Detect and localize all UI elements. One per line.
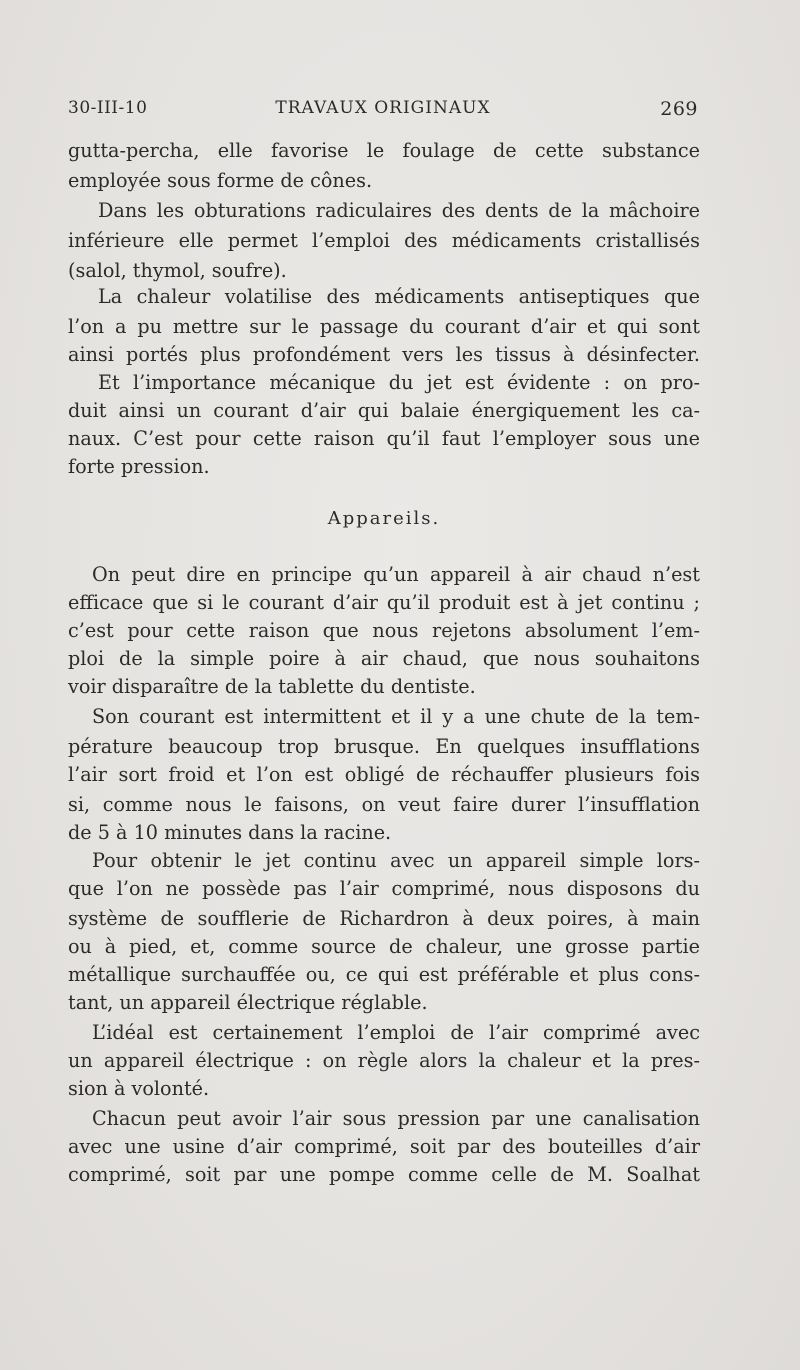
text-line: tant, un appareil électrique réglable.: [68, 991, 428, 1014]
text-line: si, comme nous le faisons, on veut faire durer l’insufflation: [68, 793, 700, 816]
section-heading: Appareils.: [327, 508, 441, 529]
text-line: naux. C’est pour cette raison qu’il faut l’employer sous une: [68, 427, 700, 450]
text-line: ou à pied, et, comme source de chaleur, une grosse partie: [68, 935, 700, 958]
text-line: Pour obtenir le jet continu avec un appareil simple lors-: [92, 849, 700, 872]
text-line: l’on a pu mettre sur le passage du courant d’air et qui sont: [68, 315, 700, 338]
text-line: Chacun peut avoir l’air sous pression par une canalisation: [92, 1107, 700, 1130]
text-line: ploi de la simple poire à air chaud, que nous souhaitons: [68, 647, 700, 670]
text-line: gutta-percha, elle favorise le foulage de cette substance: [68, 139, 700, 162]
running-head: [68, 98, 698, 128]
text-line: que l’on ne possède pas l’air comprimé, nous disposons du: [68, 877, 700, 900]
text-line: inférieure elle permet l’emploi des médicaments cristallisés: [68, 229, 700, 252]
text-line: L’idéal est certainement l’emploi de l’air comprimé avec: [92, 1021, 700, 1044]
text-line: duit ainsi un courant d’air qui balaie énergiquement les ca-: [68, 399, 700, 422]
text-line: l’air sort froid et l’on est obligé de réchauffer plusieurs fois: [68, 763, 700, 786]
page-number: 269: [660, 98, 698, 120]
text-line: Dans les obturations radiculaires des dents de la mâchoire: [98, 199, 700, 222]
text-line: efficace que si le courant d’air qu’il produit est à jet continu ;: [68, 591, 700, 614]
text-line: avec une usine d’air comprimé, soit par des bouteilles d’air: [68, 1135, 700, 1158]
text-line: ainsi portés plus profondément vers les tissus à désinfecter.: [68, 343, 700, 366]
text-line: sion à volonté.: [68, 1077, 210, 1100]
text-line: La chaleur volatilise des médicaments antiseptiques que: [98, 285, 700, 308]
text-line: Et l’importance mécanique du jet est évidente : on pro-: [98, 371, 700, 394]
text-line: système de soufflerie de Richardron à deux poires, à main: [68, 907, 700, 930]
text-line: de 5 à 10 minutes dans la racine.: [68, 821, 392, 844]
text-line: forte pression.: [68, 455, 210, 478]
text-line: (salol, thymol, soufre).: [68, 259, 287, 282]
text-line: Son courant est intermittent et il y a une chute de la tem-: [92, 705, 700, 728]
text-line: voir disparaître de la tablette du dentiste.: [68, 675, 476, 698]
section-title: TRAVAUX ORIGINAUX: [275, 98, 491, 118]
issue-number: 30-III-10: [68, 98, 148, 118]
text-line: c’est pour cette raison que nous rejetons absolument l’em-: [68, 619, 700, 642]
text-line: métallique surchauffée ou, ce qui est préférable et plus cons-: [68, 963, 700, 986]
text-line: employée sous forme de cônes.: [68, 169, 373, 192]
text-line: On peut dire en principe qu’un appareil à air chaud n’est: [92, 563, 700, 586]
text-line: pérature beaucoup trop brusque. En quelques insufflations: [68, 735, 700, 758]
text-line: un appareil électrique : on règle alors la chaleur et la pres-: [68, 1049, 700, 1072]
text-line: comprimé, soit par une pompe comme celle de M. Soalhat: [68, 1163, 700, 1186]
